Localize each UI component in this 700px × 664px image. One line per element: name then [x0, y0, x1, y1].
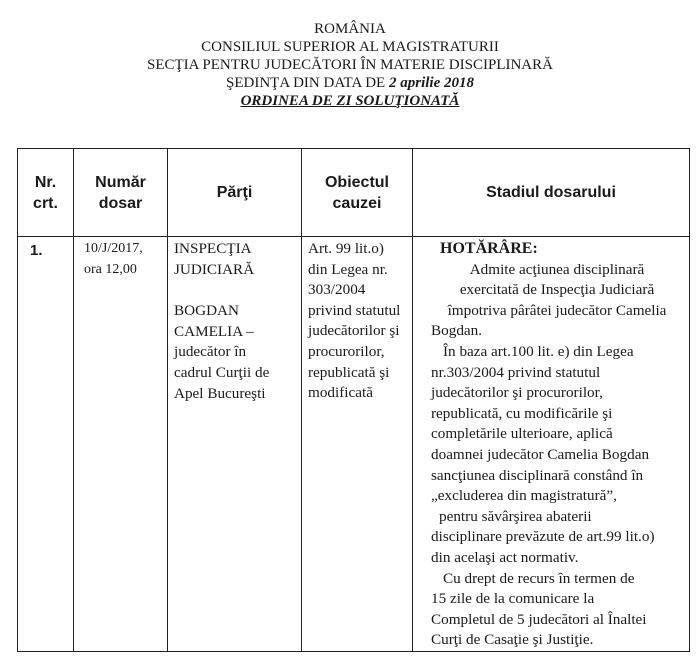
column-header-parti: Părţi	[168, 149, 302, 237]
party-plaintiff-line: INSPECŢIA	[174, 240, 252, 257]
obiect-line: judecătorilor şi	[308, 322, 400, 340]
column-header-stadiu: Stadiul dosarului	[413, 149, 690, 237]
obiect-line: Art. 99 lit.o)	[308, 240, 384, 257]
decision-title: HOTĂRÂRE:	[440, 240, 538, 257]
obiect-line: 303/2004	[308, 281, 366, 299]
cell-dosar	[74, 237, 168, 652]
cell-nr: 1.	[18, 237, 74, 652]
column-header-dosar: Număr dosar	[74, 149, 168, 237]
agenda-table	[17, 148, 690, 652]
agenda-title: ORDINEA DE ZI SOLUŢIONATĂ	[240, 93, 460, 109]
obiect-line: privind statutul	[308, 301, 401, 319]
session-prefix: ŞEDINŢA DIN DATA DE	[226, 75, 386, 91]
obiect-line: din Legea nr.	[308, 260, 388, 278]
party-defendant-line: CAMELIA –	[174, 322, 254, 340]
obiect-line: procurorilor,	[308, 342, 385, 360]
party-defendant-line: cadrul Curţii de	[174, 363, 270, 381]
council-name: CONSILIUL SUPERIOR AL MAGISTRATURII	[201, 39, 499, 55]
cell-parti	[168, 237, 302, 652]
cell-obiect	[302, 237, 413, 652]
party-plaintiff-line: JUDICIARĂ	[174, 260, 255, 278]
dosar-number: 10/J/2017,	[84, 241, 143, 256]
party-defendant-line: judecător în	[174, 343, 247, 361]
session-line	[0, 74, 700, 92]
document-header	[0, 20, 700, 110]
cell-stadiu	[413, 237, 690, 652]
table-header-row	[18, 149, 690, 237]
country-name: ROMÂNIA	[314, 21, 386, 37]
section-name: SECŢIA PENTRU JUDECĂTORI ÎN MATERIE DISCIPLINARĂ	[147, 57, 553, 73]
session-date: 2 aprilie 2018	[388, 75, 474, 91]
column-header-nr: Nr. crt.	[18, 149, 74, 237]
decision-paragraph-2: În baza art.100 lit. e) din Legea nr.303/2004 privind statutul judecătorilor şi procurorilor, republicată, cu modificările şi completările ulterioare, aplică doamnei judecător Camelia Bogdan sancţiunea disciplinară constând în „excluderea din magistratură”, pentru săvârşirea abaterii disciplinare prevăzute de art.99 lit.o) din acelaşi act normativ.	[431, 342, 655, 566]
decision-paragraph-1: Admite acţiunea disciplinară exercitată de Inspecţia Judiciară împotriva pârâtei judecător Camelia Bogdan.	[431, 260, 667, 340]
obiect-line: republicată şi	[308, 363, 390, 381]
party-defendant-line: Apel Bucureşti	[174, 384, 266, 402]
obiect-line: modificată	[308, 384, 373, 402]
party-defendant-line: BOGDAN	[174, 302, 239, 320]
table-row	[18, 237, 690, 652]
decision-paragraph-3: Cu drept de recurs în termen de 15 zile de la comunicare la Completul de 5 judecători al Înaltei Curţi de Casaţie şi Justiţie.	[431, 569, 647, 649]
column-header-obiect: Obiectul cauzei	[302, 149, 413, 237]
dosar-time: ora 12,00	[84, 261, 137, 277]
